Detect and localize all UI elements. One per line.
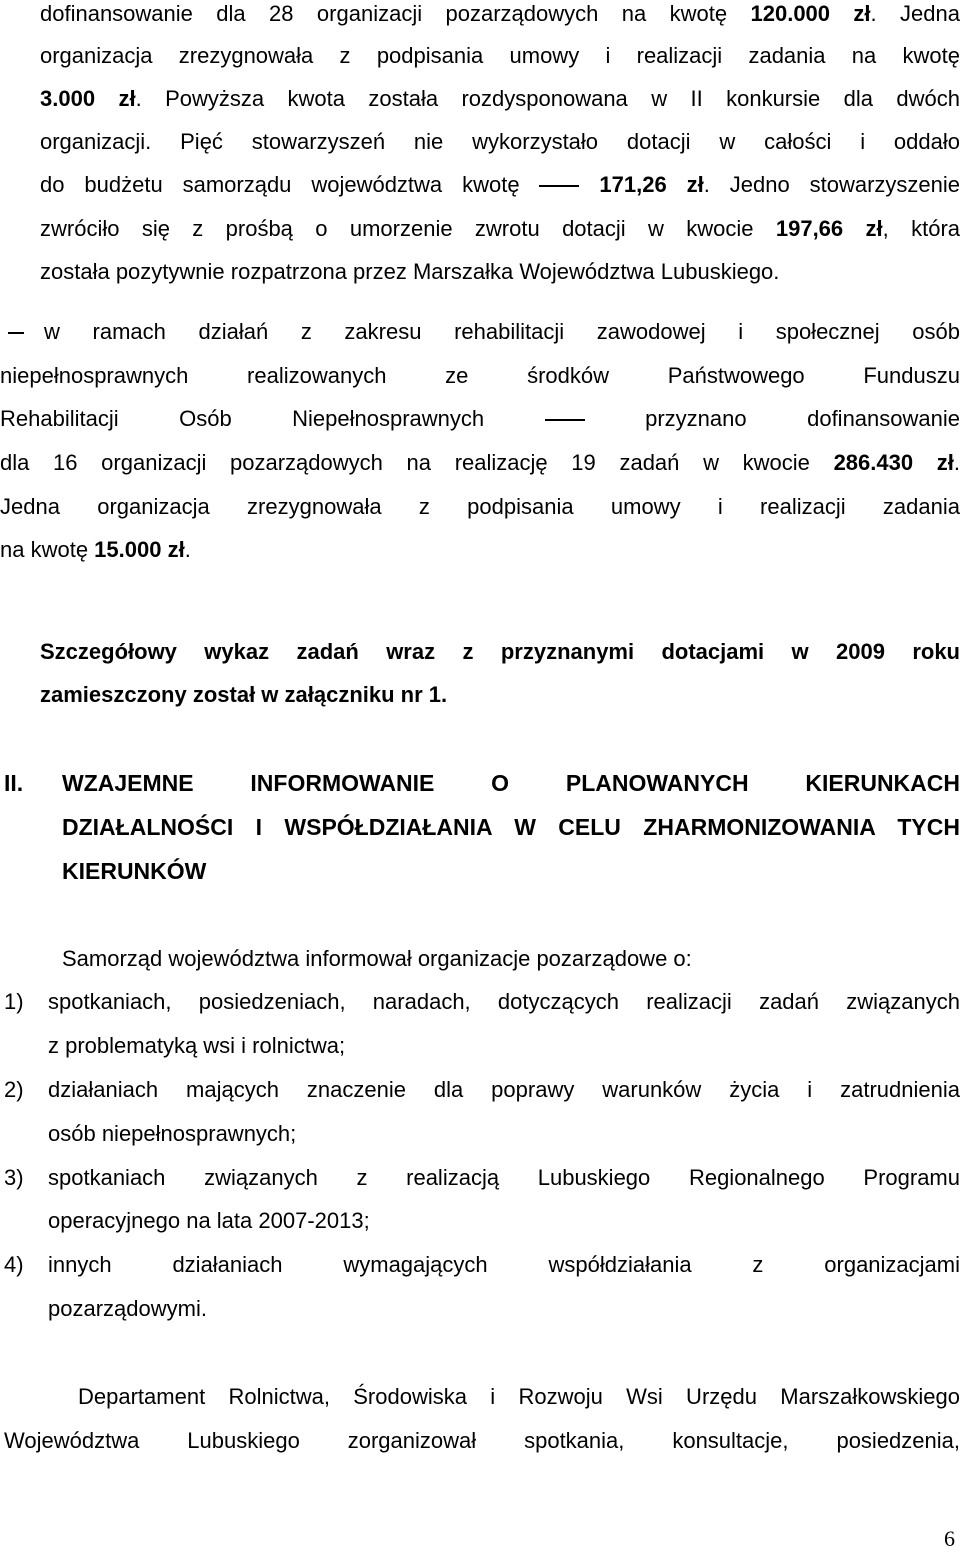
text-run: zamieszczony został w załączniku nr 1.	[40, 682, 448, 707]
paragraph-line	[40, 258, 779, 286]
text-run: .	[953, 450, 960, 475]
paragraph-line	[40, 171, 960, 199]
list-number: 1)	[4, 989, 24, 1014]
text-run: w ramach działań z zakresu rehabilitacji zawodowej i społecznej osób	[44, 319, 960, 344]
list-item-line	[48, 1076, 960, 1104]
text-run: Rehabilitacji Osób Niepełnosprawnych	[0, 406, 485, 431]
text-run: spotkaniach związanych z realizacją Lubuskiego Regionalnego Programu	[48, 1165, 960, 1190]
text-run: operacyjnego na lata 2007-2013;	[48, 1208, 370, 1233]
list-item-line	[48, 1120, 296, 1148]
amount: 120.000 zł	[750, 1, 871, 26]
text-run: do budżetu samorządu województwa kwotę	[40, 172, 540, 197]
text-run: , która	[882, 216, 960, 241]
summary-line	[40, 638, 960, 666]
amount: 3.000 zł	[40, 86, 136, 111]
section-title	[62, 769, 960, 797]
text-run: . Jedno stowarzyszenie	[703, 172, 960, 197]
text-run: pozarządowymi.	[48, 1296, 207, 1321]
text-run: na kwotę	[0, 537, 95, 562]
dash	[539, 185, 579, 187]
text-run: . Jedna	[870, 1, 960, 26]
text-run: działaniach mających znaczenie dla poprawy warunków życia i zatrudnienia	[48, 1077, 960, 1102]
text-run: z problematyką wsi i rolnictwa;	[48, 1033, 346, 1058]
list-item-line	[48, 1207, 370, 1235]
dash	[545, 419, 585, 421]
text-run: spotkaniach, posiedzeniach, naradach, dotyczących realizacji zadań związanych	[48, 989, 960, 1014]
dash-bullet	[8, 332, 24, 334]
text-run: . Powyższa kwota została rozdysponowana w II konkursie dla dwóch	[135, 86, 960, 111]
text-run: DZIAŁALNOŚCI I WSPÓŁDZIAŁANIA W CELU ZHARMONIZOWANIA TYCH	[62, 814, 960, 840]
amount: 197,66 zł	[775, 216, 883, 241]
paragraph-line	[40, 215, 960, 243]
text-run: KIERUNKÓW	[62, 858, 207, 884]
paragraph-line	[40, 42, 960, 70]
list-item-line	[48, 1295, 207, 1323]
text-run: Departament Rolnictwa, Środowiska i Rozwoju Wsi Urzędu Marszałkowskiego	[78, 1384, 960, 1409]
page-number: 6	[944, 1526, 955, 1551]
amount: 286.430 zł	[833, 450, 954, 475]
bullet-line	[0, 493, 960, 521]
section-title	[62, 813, 960, 841]
bullet-line	[0, 536, 191, 564]
text-run: Województwa Lubuskiego zorganizował spotkania, konsultacje, posiedzenia,	[4, 1428, 960, 1453]
text-run: .	[184, 537, 191, 562]
text-run: przyznano dofinansowanie	[645, 406, 960, 431]
text-run: II.	[4, 770, 24, 796]
amount: 15.000 zł	[94, 537, 185, 562]
intro-line	[62, 945, 692, 973]
paragraph-line	[40, 0, 960, 28]
list-number: 4)	[4, 1252, 24, 1277]
list-item-line	[48, 988, 960, 1016]
text-run: innych działaniach wymagających współdziałania z organizacjami	[48, 1252, 960, 1277]
bullet-line	[0, 405, 960, 433]
paragraph-line	[40, 128, 960, 156]
text-run: Jedna organizacja zrezygnowała z podpisania umowy i realizacji zadania	[0, 494, 960, 519]
list-number: 3)	[4, 1165, 24, 1190]
text-run: zwróciło się z prośbą o umorzenie zwrotu dotacji w kwocie	[40, 216, 776, 241]
list-item-line	[48, 1032, 345, 1060]
text-run: niepełnosprawnych realizowanych ze środków Państwowego Funduszu	[0, 363, 960, 388]
text-run: dofinansowanie dla 28 organizacji pozarządowych na kwotę	[40, 1, 751, 26]
list-item-line	[48, 1251, 960, 1279]
text-run: Szczegółowy wykaz zadań wraz z przyznanymi dotacjami w 2009 roku	[40, 639, 960, 664]
bullet-line	[44, 318, 960, 346]
paragraph-line	[4, 1427, 960, 1455]
summary-line	[40, 681, 447, 709]
text-run: dla 16 organizacji pozarządowych na realizację 19 zadań w kwocie	[0, 450, 834, 475]
bullet-line	[0, 362, 960, 390]
text-run: została pozytywnie rozpatrzona przez Marszałka Województwa Lubuskiego.	[40, 259, 780, 284]
text-run: Samorząd województwa informował organizacje pozarządowe o:	[62, 946, 692, 971]
paragraph-line	[78, 1383, 960, 1411]
bullet-line	[0, 449, 960, 477]
text-run: organizacja zrezygnowała z podpisania umowy i realizacji zadania na kwotę	[40, 43, 960, 68]
section-title	[62, 857, 206, 885]
list-number: 2)	[4, 1077, 24, 1102]
paragraph-line	[40, 85, 960, 113]
text-run: WZAJEMNE INFORMOWANIE O PLANOWANYCH KIERUNKACH	[62, 770, 960, 796]
amount: 171,26 zł	[599, 172, 704, 197]
text-run: organizacji. Pięć stowarzyszeń nie wykorzystało dotacji w całości i oddało	[40, 129, 960, 154]
list-item-line	[48, 1164, 960, 1192]
text-run: osób niepełnosprawnych;	[48, 1121, 297, 1146]
section-number	[4, 769, 23, 797]
